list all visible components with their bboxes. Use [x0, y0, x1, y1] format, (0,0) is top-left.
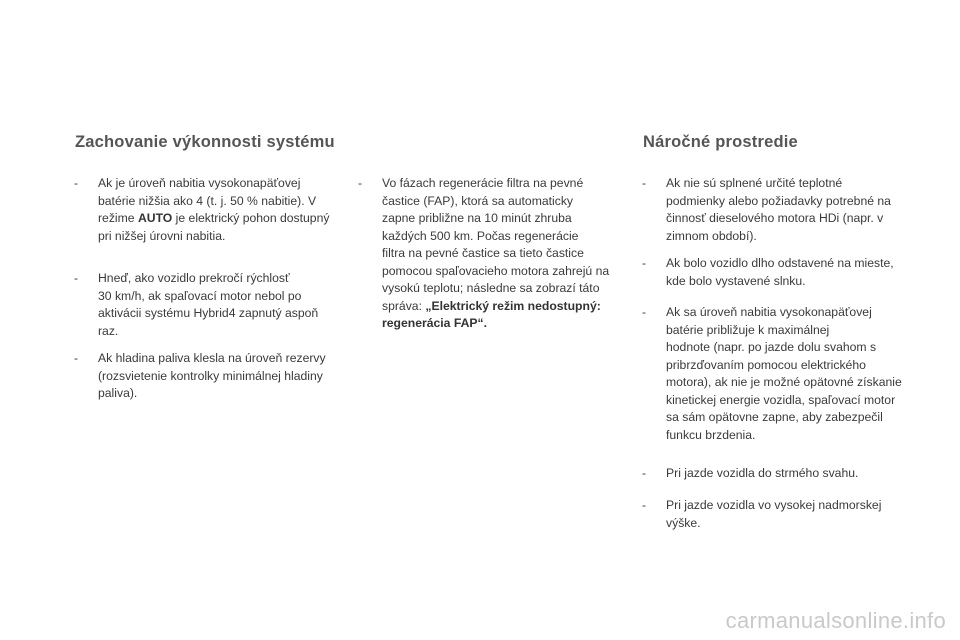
- bold-text: „Elektrický režim nedostupný: regenerácia FAP“.: [382, 298, 601, 330]
- section-heading-performance: Zachovanie výkonnosti systému: [75, 133, 335, 151]
- bullet-text: [666, 255, 956, 290]
- bullet-dash: -: [642, 176, 647, 190]
- text-run: Pri jazde vozidla do strmého svahu.: [666, 466, 859, 480]
- bullet-item: [642, 497, 956, 532]
- bullet-dash: -: [74, 351, 79, 365]
- bullet-text: [666, 465, 956, 483]
- bullet-item: [642, 175, 956, 245]
- bullet-item: [642, 304, 956, 444]
- text-run: Vo fázach regenerácie filtra na pevné častice (FAP), ktorá sa automaticky zapne približne na 10 minút zhruba každých 500 km. Počas regenerácie filtra na pevné častice sa tieto častice pomocou spaľovacieho motora zahrejú na vysokú teplotu; následne sa zobrazí táto správa:: [382, 176, 610, 313]
- bullet-text: [666, 497, 956, 532]
- bullet-item: [74, 175, 388, 245]
- bullet-item: [74, 270, 388, 340]
- bullet-text: [666, 304, 956, 444]
- bullet-dash: -: [74, 271, 79, 285]
- text-run: Ak je úroveň nabitia vysokonapäťovej batérie nižšia ako 4 (t. j. 50 % nabitie). V režime: [98, 176, 317, 225]
- watermark-text: carmanualsonline.info: [725, 608, 946, 633]
- bullet-dash: -: [642, 305, 647, 319]
- bullet-dash: -: [642, 498, 647, 512]
- bold-text: AUTO: [137, 211, 173, 225]
- text-run: Ak sa úroveň nabitia vysokonapäťovej batérie približuje k maximálnej hodnote (napr. po jazde dolu svahom s pribrzďovaním pomocou elektrického motora), ak nie je možné opätovné získanie kinetickej energie vozidla, spaľovací motor sa sám opätovne zapne, aby zabezpečil funkcu brzdenia.: [666, 305, 902, 442]
- section-heading-demanding-conditions: Náročné prostredie: [643, 133, 798, 151]
- bullet-item: [358, 175, 662, 333]
- text-run: Hneď, ako vozidlo prekročí rýchlosť 30 km/h, ak spaľovací motor nebol po aktivácii systému Hybrid4 zapnutý aspoň raz.: [98, 271, 319, 338]
- text-run: Ak bolo vozidlo dlho odstavené na mieste, kde bolo vystavené slnku.: [666, 256, 894, 288]
- bullet-text: [666, 175, 956, 245]
- bullet-text: [98, 270, 388, 340]
- bullet-text: [98, 350, 388, 403]
- bullet-dash: -: [642, 256, 647, 270]
- text-run: Ak hladina paliva klesla na úroveň rezervy (rozsvietenie kontrolky minimálnej hladiny paliva).: [98, 351, 326, 400]
- bullet-dash: -: [74, 176, 79, 190]
- bullet-text: [98, 175, 388, 245]
- bullet-dash: -: [642, 466, 647, 480]
- bullet-item: [74, 350, 388, 403]
- text-run: Ak nie sú splnené určité teplotné podmienky alebo požiadavky potrebné na činnosť dieselového motora HDi (napr. v zimnom období).: [666, 176, 891, 243]
- bullet-dash: -: [358, 176, 363, 190]
- text-run: Pri jazde vozidla vo vysokej nadmorskej výške.: [666, 498, 882, 530]
- bullet-text: [382, 175, 662, 333]
- bullet-item: [642, 255, 956, 290]
- bullet-item: [642, 465, 956, 483]
- text-run: je elektrický pohon dostupný pri nižšej úrovni nabitia.: [98, 211, 330, 243]
